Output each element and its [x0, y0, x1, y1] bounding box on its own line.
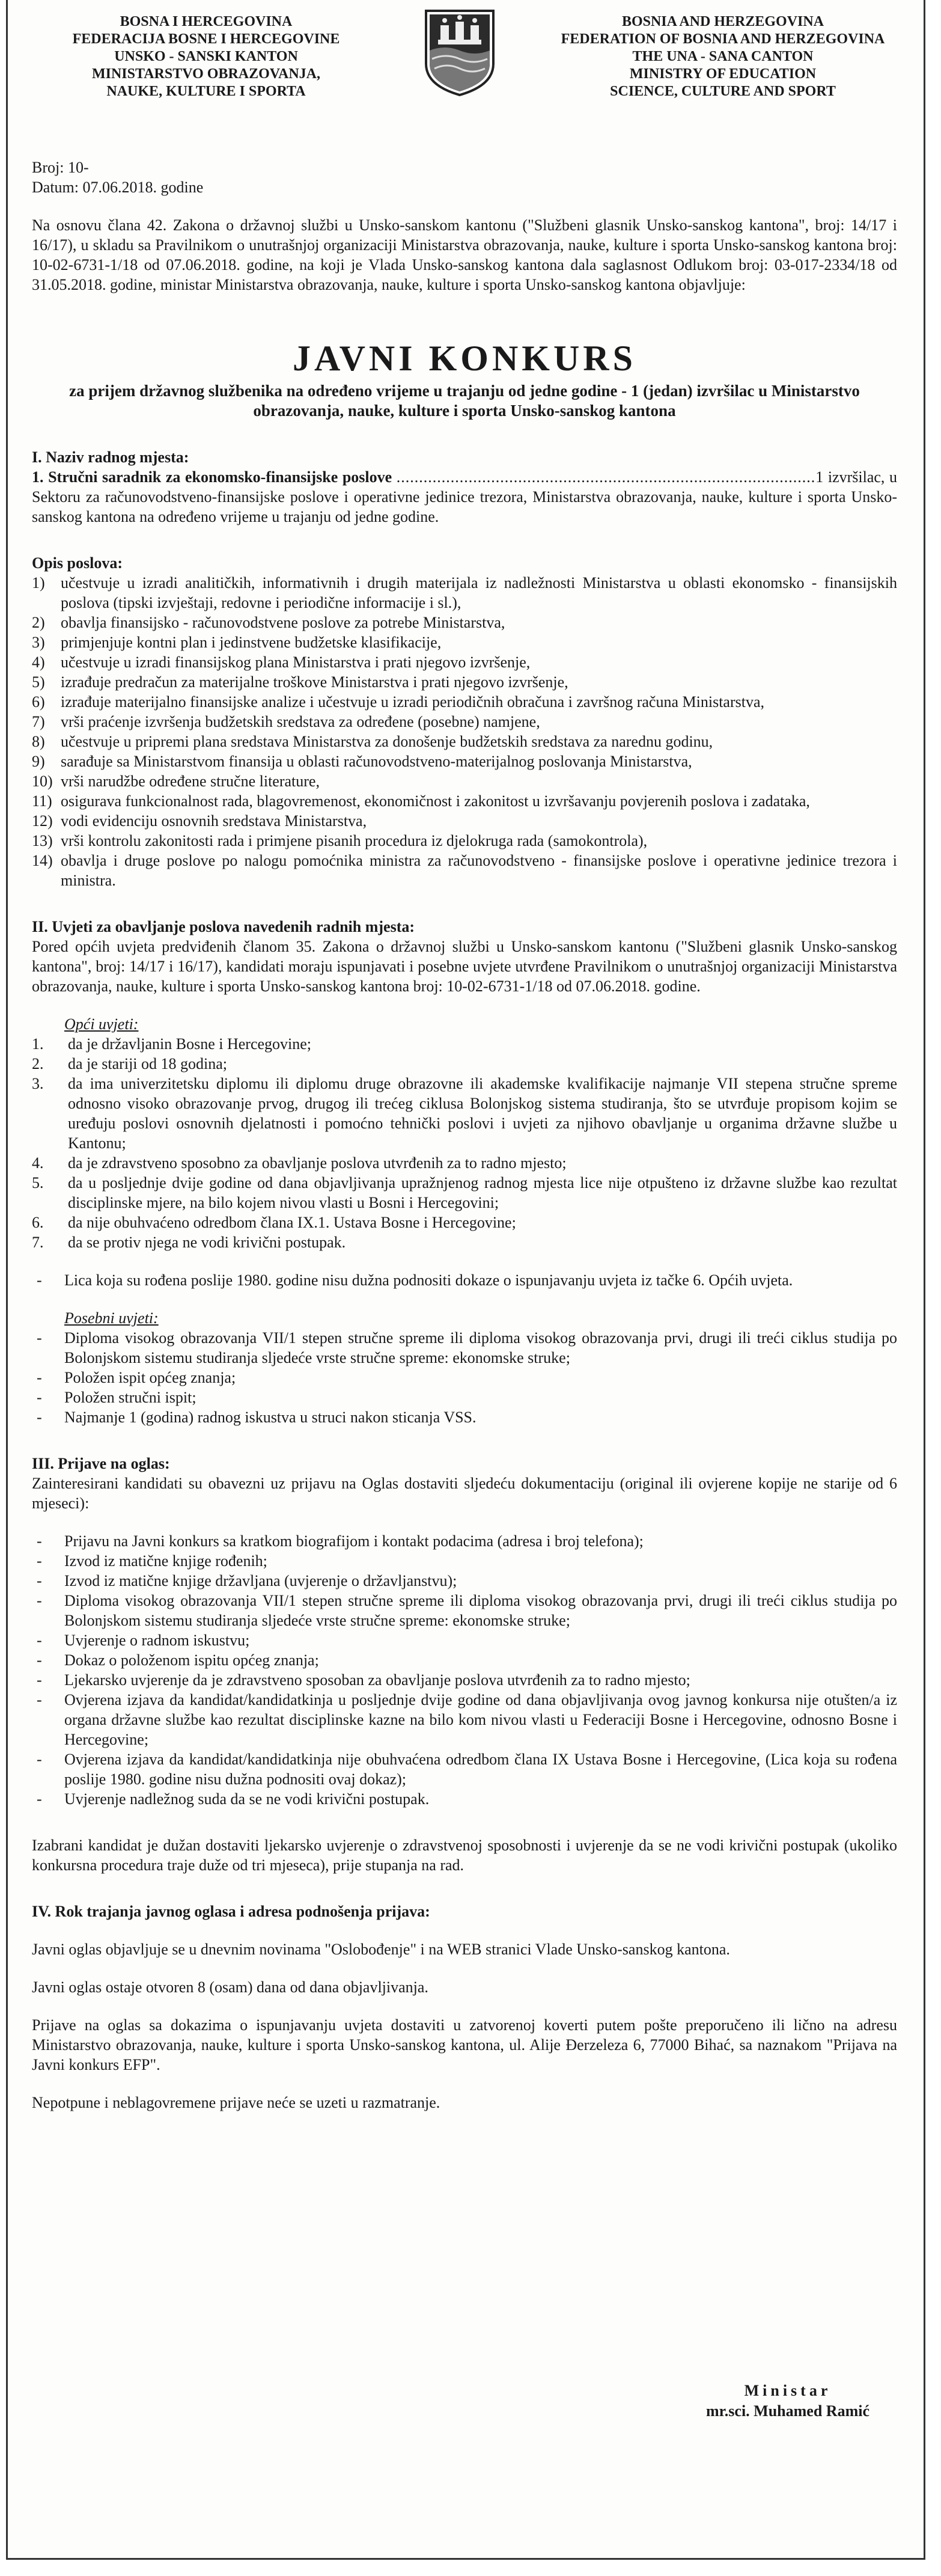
document-item: - Diploma visokog obrazovanja VII/1 stepen stručne spreme ili diploma visokog obrazovanja prvi, drugi ili treći ciklus studija po Bolonjskom sistemu studiranja sljedeće vrste stručne spreme: ekonomske struke; [37, 1592, 897, 1629]
letterhead-right [537, 13, 909, 100]
duty-item: 3) primjenjuje kontni plan i jedinstvene budžetske klasifikacije, [32, 634, 442, 651]
letterhead-line: FEDERATION OF BOSNIA AND HERZEGOVINA [561, 31, 885, 47]
letterhead-line: UNSKO - SANSKI KANTON [114, 49, 298, 64]
general-conditions-note [32, 1270, 897, 1290]
deadline-address: Prijave na oglas sa dokazima o ispunjavanju uvjeta dostaviti u zatvorenoj koverti putem pošte preporučeno ili lično na adresu Ministarstvo obrazovanja, nauke, kulture i sporta Unsko-sanskog kantona, ul. Alije Đerzeleza 6, 77000 Bihać, sa naznakom "Prijava na Javni konkurs EFP". [32, 2016, 897, 2073]
duty-item: 13) vrši kontrolu zakonitosti rada i primjene pisanih procedura iz djelokruga rada (samokontrola), [32, 832, 648, 849]
note-item: - Lica koja su rođena poslije 1980. godine nisu dužna podnositi dokaze o ispunjavanju uvjeta iz tačke 6. Općih uvjeta. [37, 1271, 793, 1289]
duties-list [32, 573, 897, 890]
letterhead-line: MINISTRY OF EDUCATION [629, 66, 817, 82]
special-condition-item: - Položen stručni ispit; [37, 1389, 196, 1406]
document-subtitle: za prijem državnog službenika na određeno vrijeme u trajanju od jedne godine - 1 (jedan) izvršilac u Ministarstvo obrazovanja, nauke, kulture i sporta Unsko-sanskog kantona [69, 382, 860, 420]
signature-name: mr.sci. Muhamed Ramić [705, 2402, 869, 2420]
duty-item: 9) sarađuje sa Ministarstvom finansija u oblasti računovodstveno-materijalnog poslovanja Ministarstva, [32, 753, 692, 770]
document-item: - Ovjerena izjava da kandidat/kandidatkinja nije obuhvaćena odredbom člana IX Ustava Bosne i Hercegovine, (Lica koja su rođena poslije 1980. godine nisu dužna podnositi ovaj dokaz); [37, 1751, 897, 1788]
deadline-publication: Javni oglas objavljuje se u dnevnim novinama "Oslobođenje" i na WEB stranici Vlade Unsko-sanskog kantona. [32, 1941, 730, 1958]
duty-item: 12) vodi evidenciju osnovnih sredstava Ministarstva, [32, 812, 367, 830]
condition-item: 7. da se protiv njega ne vodi krivični postupak. [32, 1234, 346, 1251]
duty-item: 7) vrši praćenje izvršenja budžetskih sredstava za određene (posebne) namjene, [32, 713, 540, 730]
general-conditions-list [32, 1034, 897, 1252]
document-page [6, 0, 925, 2560]
position-location: u Sektoru za računovodstveno-finansijske poslove i operativne jedinice trezora, Ministarstva obrazovanja, nauke, kulture i sporta Unsko-sanskog kantona na određeno vrijeme u trajanju od jedne godine. [32, 468, 898, 525]
general-conditions-heading: Opći uvjeti: [64, 1015, 139, 1033]
position-leader-dots: ............................................................................................. [396, 468, 816, 486]
signature-block [706, 2381, 869, 2422]
letterhead-left [20, 13, 392, 100]
document-item: - Prijavu na Javni konkurs sa kratkom biografijom i kontakt podacima (adresa i broj telefona); [37, 1532, 644, 1550]
document-body [32, 158, 897, 2113]
letterhead-line: THE UNA - SANA CANTON [632, 49, 814, 64]
section-heading-deadline: IV. Rok trajanja javnog oglasa i adresa podnošenja prijava: [32, 1903, 430, 1920]
coat-of-arms-icon [424, 8, 496, 97]
condition-item: 3. da ima univerzitetsku diplomu ili diplomu druge obrazovne ili akademske kvalifikacije najmanje VII stepena stručne spreme odnosno visoko obrazovanje prvog, drugog ili trećeg ciklusa Bolonjskog sistema studiranja, što se utvrđuje propisom kojim se uređuju poslovi osnovnih djelatnosti i pomoćno tehnički poslovi i uvjeti za njihovo obavljanje u organima državne službe u Kantonu; [32, 1075, 897, 1152]
reference-number: Broj: 10- [32, 159, 89, 176]
position-title: 1. Stručni saradnik za ekonomsko-finansijske poslove [32, 468, 392, 486]
duty-item: 14) obavlja i druge poslove po nalogu pomoćnika ministra za računovodstveno - finansijske poslove i operativne jedinice trezora i ministra. [32, 852, 897, 889]
condition-item: 1. da je državljanin Bosne i Hercegovine; [32, 1035, 312, 1053]
section-heading-applications: III. Prijave na oglas: [32, 1455, 170, 1472]
condition-item: 6. da nije obuhvaćeno odredbom člana IX.1. Ustava Bosne i Hercegovine; [32, 1214, 516, 1231]
duty-item: 10) vrši narudžbe određene stručne literature, [32, 772, 320, 790]
duty-item: 8) učestvuje u pripremi plana sredstava Ministarstva za donošenje budžetskih sredstava za narednu godinu, [32, 733, 713, 750]
duty-item: 1) učestvuje u izradi analitičkih, informativnih i drugih materijala iz nadležnosti Ministarstva u oblasti ekonomsko - finansijskih poslova (tipski izvještaji, redovne i periodične informacije i sl.), [32, 574, 897, 611]
duty-item: 4) učestvuje u izradi finansijskog plana Ministarstva i prati njegovo izvršenje, [32, 653, 531, 671]
document-item: - Ljekarsko uvjerenje da je zdravstveno sposoban za obavljanje poslova utvrđenih za to radno mjesto; [37, 1671, 690, 1689]
section-heading-position: I. Naziv radnog mjesta: [32, 448, 189, 466]
deadline-duration: Javni oglas ostaje otvoren 8 (osam) dana od dana objavljivanja. [32, 1978, 428, 1996]
conditions-intro: Pored općih uvjeta predviđenih članom 35. Zakona o državnoj službi u Unsko-sanskom kantonu ("Službeni glasnik Unsko-sanskog kantona", broj: 14/17 i 16/17), kandidati moraju ispunjavati i posebne uvjete utvrđene Pravilnikom o unutrašnjoj organizaciji Ministarstva obrazovanja, nauke, kulture i sporta Unsko-sanskog kantona broj: 10-02-6731-1/18 od 07.06.2018. godine. [32, 938, 897, 995]
letterhead-line: MINISTARSTVO OBRAZOVANJA, [91, 66, 321, 82]
required-documents-list [32, 1531, 897, 1809]
special-conditions-list [32, 1328, 897, 1427]
duty-item: 11) osigurava funkcionalnost rada, blagovremenost, ekonomičnost i zakonitost u izvršavanju povjerenih poslova i zadataka, [32, 792, 810, 810]
special-condition-item: - Diploma visokog obrazovanja VII/1 stepen stručne spreme ili diploma visokog obrazovanja prvi, drugi ili treći ciklus studija po Bolonjskom sistemu studiranja sljedeće vrste stručne spreme: ekonomske struke; [37, 1329, 897, 1366]
special-conditions-heading: Posebni uvjeti: [64, 1309, 159, 1327]
letterhead-line: BOSNA I HERCEGOVINA [120, 14, 293, 29]
document-item: - Izvod iz matične knjige državljana (uvjerenje o državljanstvu); [37, 1572, 457, 1589]
letterhead-line: BOSNIA AND HERZEGOVINA [621, 14, 824, 29]
section-heading-conditions: II. Uvjeti za obavljanje poslova navedenih radnih mjesta: [32, 918, 415, 935]
letterhead-line: NAUKE, KULTURE I SPORTA [106, 84, 306, 99]
position-description [32, 467, 897, 527]
applications-closing: Izabrani kandidat je dužan dostaviti ljekarsko uvjerenje o zdravstvenoj sposobnosti i uvjerenje da se ne vodi krivični postupak (ukoliko konkursna procedura traje duže od tri mjeseca), prije stupanja na rad. [32, 1837, 897, 1874]
duties-heading: Opis poslova: [32, 554, 123, 572]
special-condition-item: - Položen ispit općeg znanja; [37, 1369, 236, 1386]
document-item: - Ovjerena izjava da kandidat/kandidatkinja u posljednje dvije godine od dana objavljivanja ovog javnog konkursa nije otušten/a iz organa državne službe kao rezultat disciplinske kazne na bilo kom nivou vlasti u Federaciji Bosne i Hercegovine, odnosno Bosne i Hercegovine; [37, 1691, 897, 1748]
duty-item: 5) izrađuje predračun za materijalne troškove Ministarstva i prati njegovo izvršenje, [32, 673, 568, 691]
letterhead [8, 0, 924, 132]
document-item: - Dokaz o položenom ispitu općeg znanja; [37, 1651, 319, 1669]
letterhead-line: FEDERACIJA BOSNE I HERCEGOVINE [72, 31, 340, 47]
letterhead-line: SCIENCE, CULTURE AND SPORT [610, 84, 836, 99]
deadline-incomplete-note: Nepotpune i neblagovremene prijave neće se uzeti u razmatranje. [32, 2094, 440, 2111]
applications-intro: Zainteresirani kandidati su obavezni uz prijavu na Oglas dostaviti sljedeću dokumentaciju (original ili ovjerene kopije ne starije od 6 mjeseci): [32, 1475, 897, 1512]
condition-item: 4. da je zdravstveno sposobno za obavljanje poslova utvrđenih za to radno mjesto; [32, 1154, 567, 1172]
document-title: JAVNI KONKURS [293, 338, 636, 378]
duty-item: 2) obavlja finansijsko - računovodstvene poslove za potrebe Ministarstva, [32, 614, 505, 631]
document-item: - Uvjerenje o radnom iskustvu; [37, 1632, 250, 1649]
duty-item: 6) izrađuje materijalno finansijske analize i učestvuje u izradi periodičnih obračuna i završnog računa Ministarstva, [32, 693, 765, 711]
signature-title: Ministar [744, 2382, 832, 2399]
intro-paragraph: Na osnovu člana 42. Zakona o državnoj službi u Unsko-sanskom kantonu ("Službeni glasnik Unsko-sanskog kantona", broj: 14/17 i 16/17), u skladu sa Pravilnikom o unutrašnjoj organizaciji Ministarstva obrazovanja, nauke, kulture i sporta Unsko-sanskog kantona broj: 10-02-6731-1/18 od 07.06.2018. godine, na koji je Vlada Unsko-sanskog kantona dala saglasnost Odlukom broj: 03-017-2334/18 od 31.05.2018. godine, ministar Ministarstva obrazovanja, nauke, kulture i sporta Unsko-sanskog kantona objavljuje: [32, 216, 897, 293]
condition-item: 2. da je stariji od 18 godina; [32, 1055, 228, 1072]
special-condition-item: - Najmanje 1 (godina) radnog iskustva u struci nakon sticanja VSS. [37, 1409, 477, 1426]
document-item: - Uvjerenje nadležnog suda da se ne vodi krivični postupak. [37, 1790, 430, 1808]
document-item: - Izvod iz matične knjige rođenih; [37, 1552, 267, 1570]
position-count: 1 izvršilac, [815, 468, 885, 486]
condition-item: 5. da u posljednje dvije godine od dana objavljivanja upražnjenog radnog mjesta lice nije otpušteno iz državne službe kao rezultat disciplinske mjere, na bilo kojem nivou vlasti u Bosni i Hercegovini; [32, 1174, 897, 1211]
document-date: Datum: 07.06.2018. godine [32, 179, 204, 196]
